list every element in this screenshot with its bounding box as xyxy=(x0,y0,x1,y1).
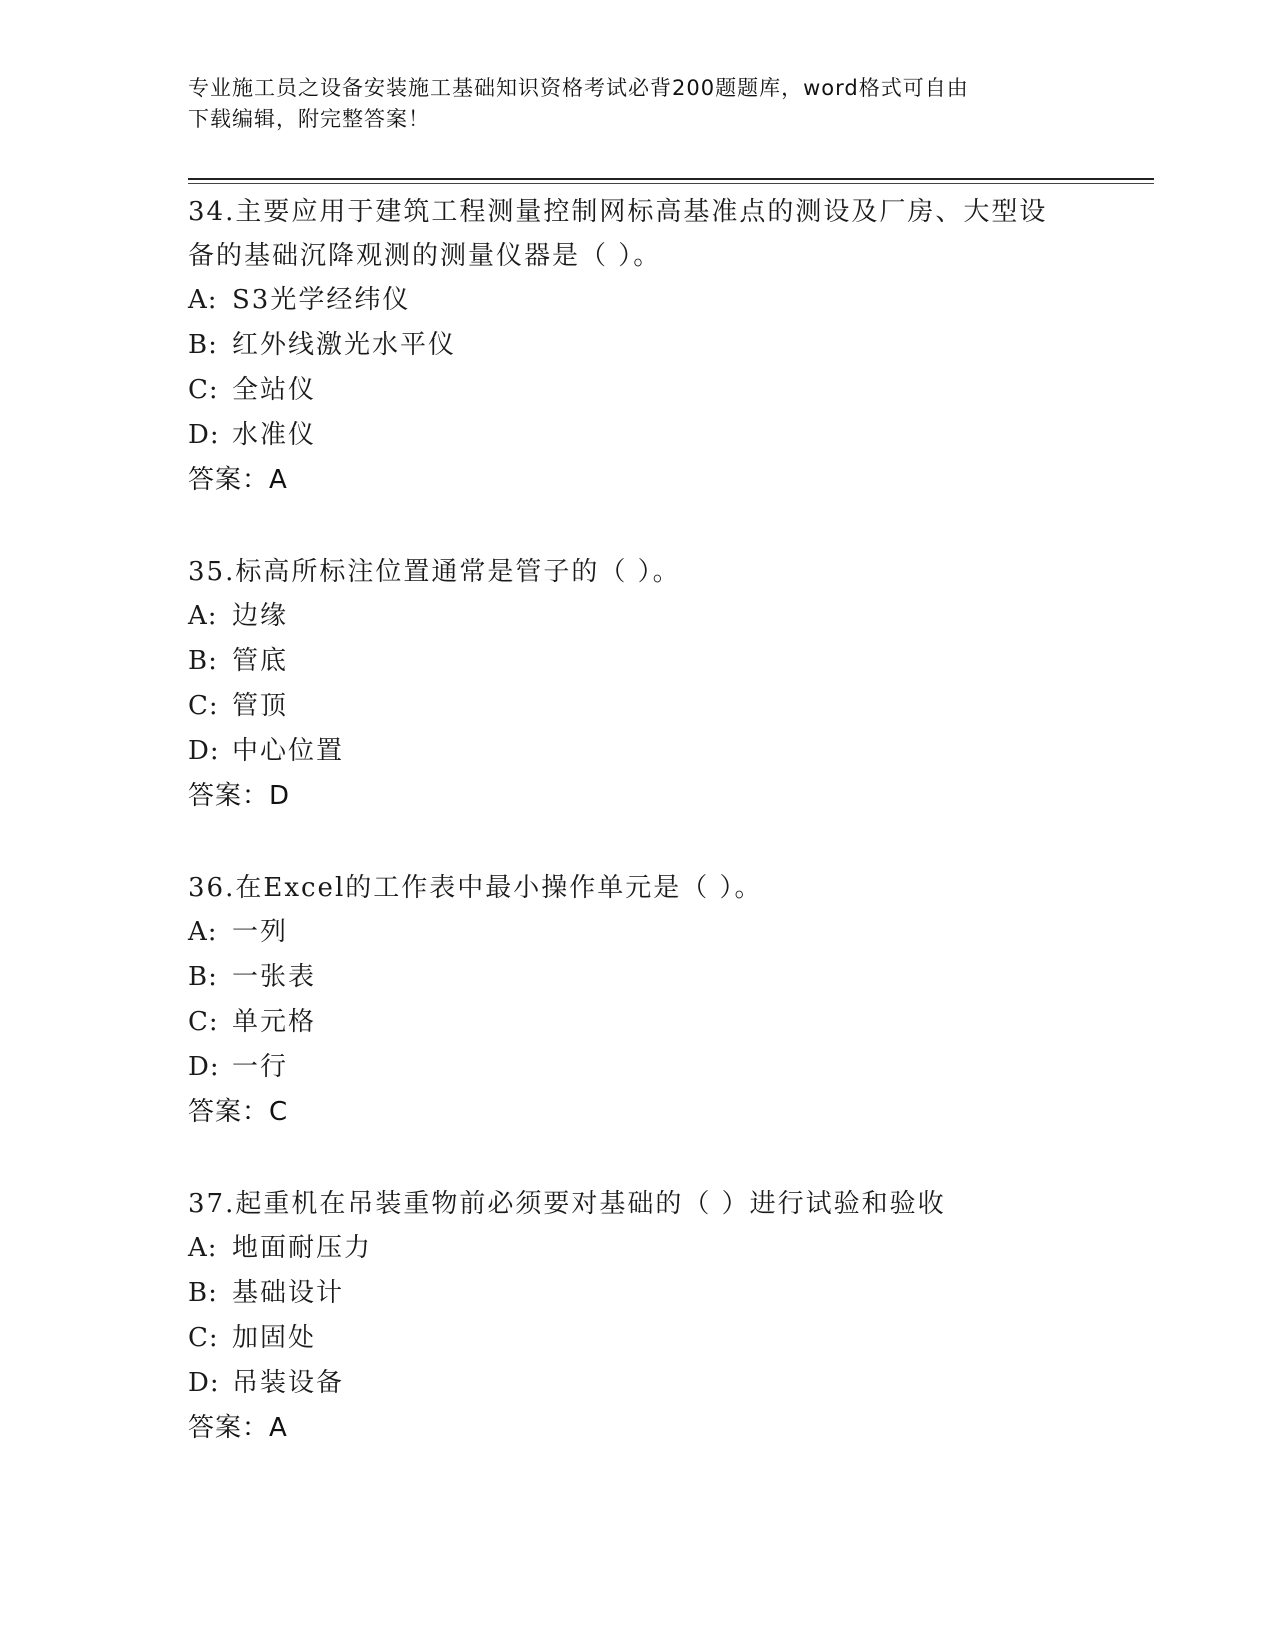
question-36 xyxy=(188,866,1128,1135)
option-text: 吊装设备 xyxy=(232,1368,345,1398)
question-stem: 34.主要应用于建筑工程测量控制网标高基准点的测设及厂房、大型设 xyxy=(188,197,1048,227)
answer-line: 答案：A xyxy=(188,465,288,495)
header-divider-thin xyxy=(188,183,1154,184)
question-spacer xyxy=(188,819,1128,866)
option-a xyxy=(188,910,1128,955)
option-text: 一行 xyxy=(232,1052,289,1082)
option-text: 单元格 xyxy=(232,1007,317,1037)
option-key: B: xyxy=(188,1278,218,1308)
option-c xyxy=(188,368,1128,413)
option-text: 全站仪 xyxy=(232,375,317,405)
option-text: 一张表 xyxy=(232,962,317,992)
option-c xyxy=(188,1000,1128,1045)
option-d xyxy=(188,413,1128,458)
question-spacer xyxy=(188,1135,1128,1182)
option-a xyxy=(188,594,1128,639)
option-text: S3光学经纬仪 xyxy=(232,285,411,315)
option-text: 基础设计 xyxy=(232,1278,345,1308)
question-stem-continued: 备的基础沉降观测的测量仪器是（ ）。 xyxy=(188,241,662,271)
option-text: 中心位置 xyxy=(232,736,345,766)
option-text: 管顶 xyxy=(232,691,289,721)
option-key: D: xyxy=(188,1368,220,1398)
option-c xyxy=(188,1316,1128,1361)
option-key: D: xyxy=(188,736,220,766)
option-text: 加固处 xyxy=(232,1323,317,1353)
option-key: B: xyxy=(188,646,218,676)
question-35 xyxy=(188,550,1128,819)
question-list xyxy=(188,190,1128,1451)
option-text: 管底 xyxy=(232,646,289,676)
option-key: A: xyxy=(188,1233,218,1263)
option-text: 地面耐压力 xyxy=(232,1233,373,1263)
option-b xyxy=(188,639,1128,684)
option-key: C: xyxy=(188,375,219,405)
question-stem: 36.在Excel的工作表中最小操作单元是（ ）。 xyxy=(188,873,763,903)
option-b xyxy=(188,955,1128,1000)
option-key: B: xyxy=(188,330,218,360)
option-key: B: xyxy=(188,962,218,992)
option-key: A: xyxy=(188,917,218,947)
option-key: C: xyxy=(188,1007,219,1037)
option-key: D: xyxy=(188,420,220,450)
option-text: 水准仪 xyxy=(232,420,317,450)
option-d xyxy=(188,729,1128,774)
question-37 xyxy=(188,1182,1128,1451)
answer-line: 答案：C xyxy=(188,1097,289,1127)
option-key: C: xyxy=(188,691,219,721)
option-c xyxy=(188,684,1128,729)
option-key: D: xyxy=(188,1052,220,1082)
option-text: 边缘 xyxy=(232,601,289,631)
option-key: C: xyxy=(188,1323,219,1353)
option-d xyxy=(188,1361,1128,1406)
option-b xyxy=(188,323,1128,368)
answer-line: 答案：A xyxy=(188,1413,288,1443)
option-key: A: xyxy=(188,285,218,315)
document-header xyxy=(188,73,1088,135)
header-line-2: 下载编辑，附完整答案！ xyxy=(188,107,430,131)
option-a xyxy=(188,278,1128,323)
header-divider-thick xyxy=(188,178,1154,180)
option-text: 一列 xyxy=(232,917,289,947)
question-spacer xyxy=(188,503,1128,550)
option-key: A: xyxy=(188,601,218,631)
question-34 xyxy=(188,190,1128,503)
option-b xyxy=(188,1271,1128,1316)
question-stem: 37.起重机在吊装重物前必须要对基础的（ ）进行试验和验收 xyxy=(188,1189,946,1219)
option-text: 红外线激光水平仪 xyxy=(232,330,457,360)
header-line-1: 专业施工员之设备安装施工基础知识资格考试必背200题题库，word格式可自由 xyxy=(188,76,969,100)
option-d xyxy=(188,1045,1128,1090)
option-a xyxy=(188,1226,1128,1271)
question-stem: 35.标高所标注位置通常是管子的（ ）。 xyxy=(188,557,681,587)
answer-line: 答案：D xyxy=(188,781,291,811)
